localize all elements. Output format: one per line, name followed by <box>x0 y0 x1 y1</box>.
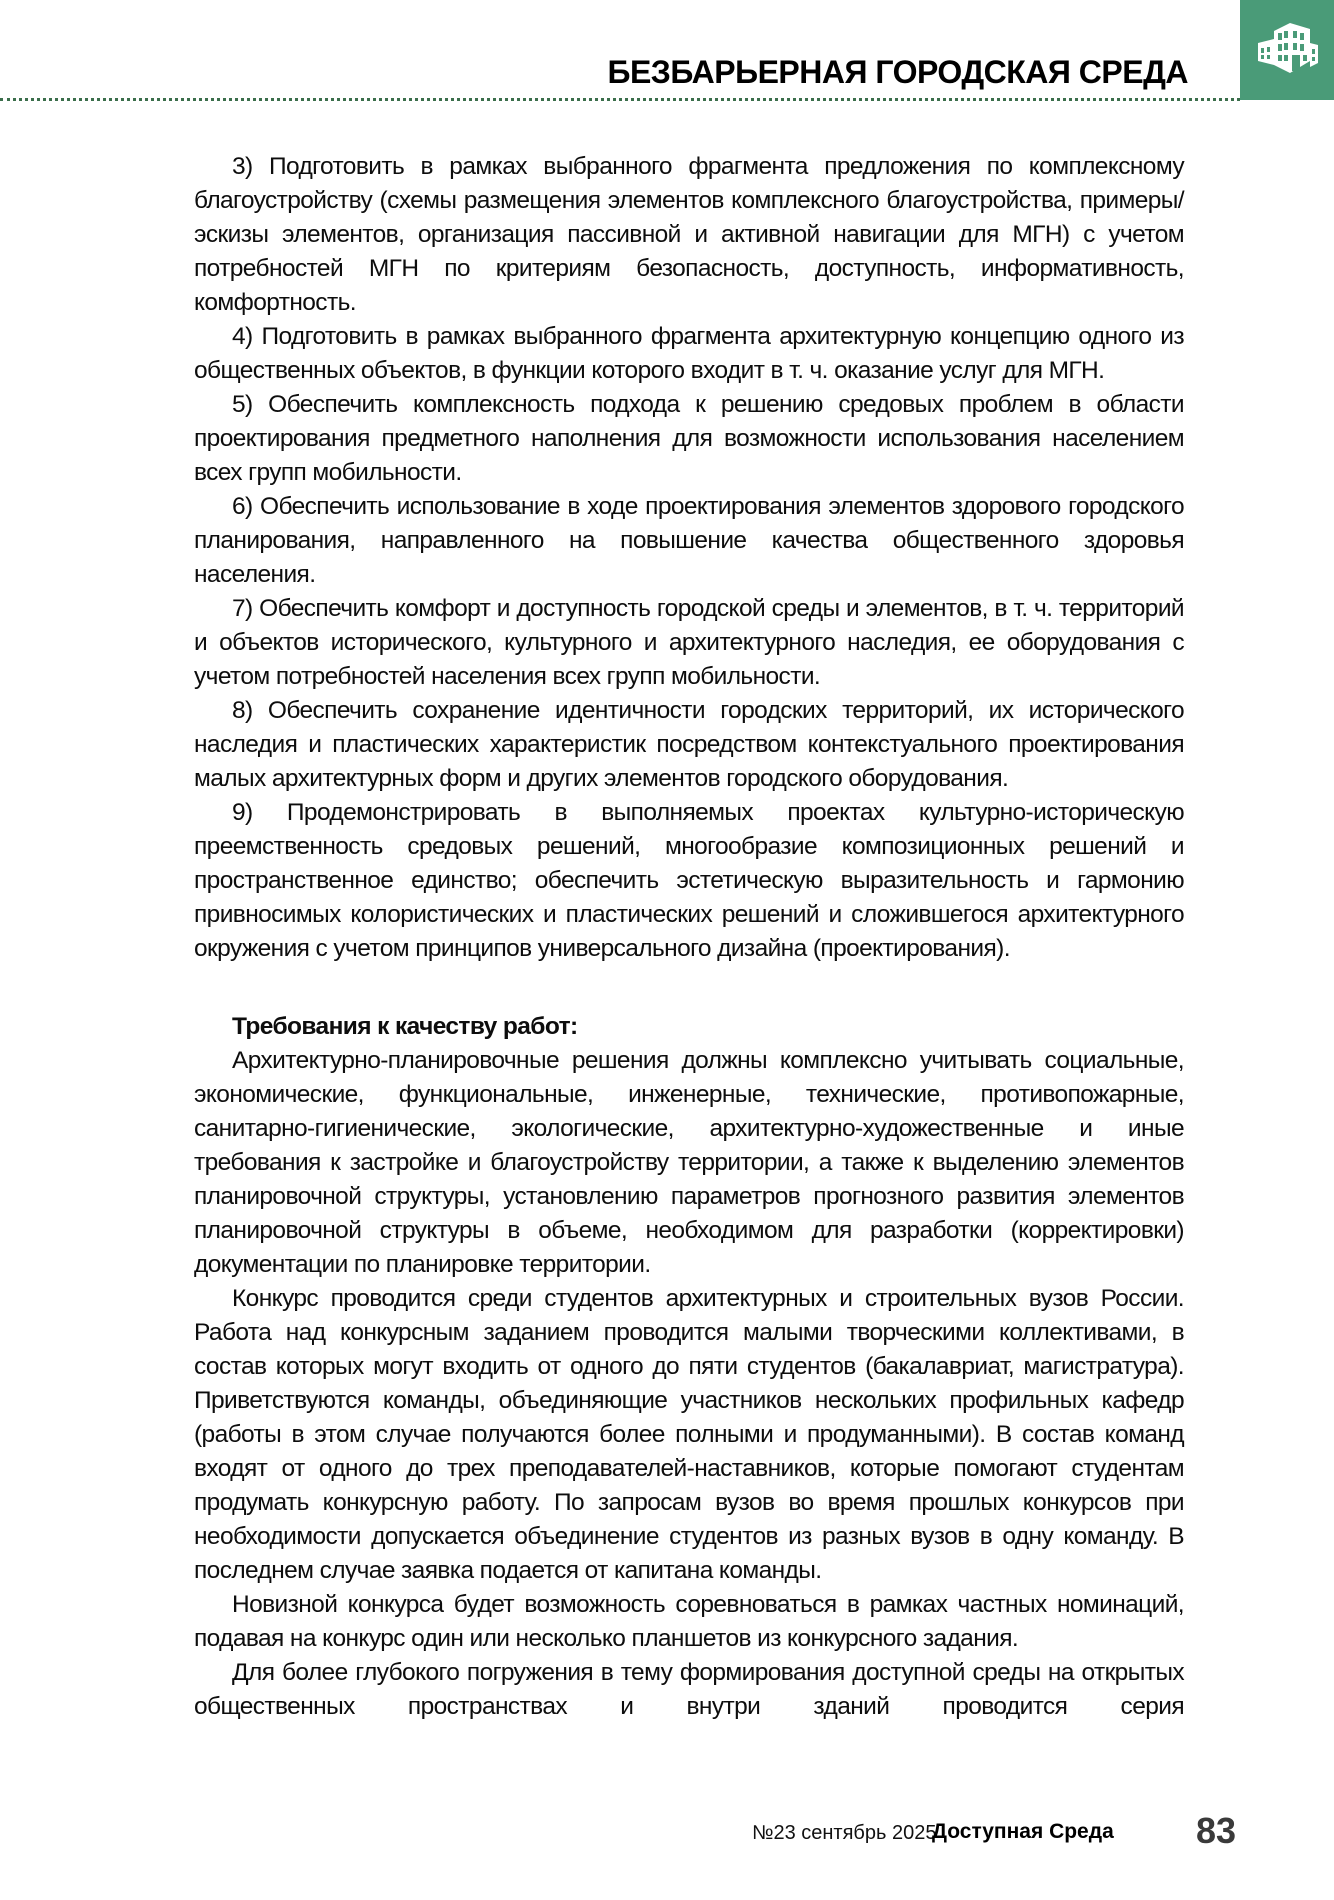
magazine-name: Доступная Среда <box>932 1820 1114 1843</box>
list-item: 5) Обеспечить комплексность подхода к решению средовых проблем в области проектирования предметного наполнения для возможности использования населением всех групп мобильности. <box>194 391 1184 486</box>
section-logo <box>1240 0 1334 100</box>
section-heading: Требования к качеству работ: <box>232 1013 578 1040</box>
list-item: 9) Продемонстрировать в выполняемых проектах культурно-историческую преемственность средовых решений, многообразие композиционных решений и пространственное единство; обеспечить эстетическую выразительность и гармонию привносимых колористических и пластических решений и сложившегося архитектурного окружения с учетом принципов универсального дизайна (проектирования). <box>194 799 1184 962</box>
issue-info: №23 сентябрь 2025 <box>752 1822 937 1844</box>
paragraph: Архитектурно-планировочные решения должны комплексно учитывать социальные, экономические, функциональные, инженерные, технические, противопожарные, санитарно-гигиенические, экологические, архитектурно-художественные и иные требования к застройке и благоустройству территории, а также к выделению элементов планировочной структуры, установлению параметров прогнозного развития элементов планировочной структуры в объеме, необходимом для разработки (корректировки) документации по планировке территории. <box>194 1047 1184 1278</box>
list-item: 8) Обеспечить сохранение идентичности городских территорий, их исторического наследия и пластических характеристик посредством контекстуального проектирования малых архитектурных форм и других элементов городского оборудования. <box>194 697 1184 792</box>
section-title: БЕЗБАРЬЕРНАЯ ГОРОДСКАЯ СРЕДА <box>607 54 1188 90</box>
list-item: 6) Обеспечить использование в ходе проектирования элементов здорового городского планирования, направленного на повышение качества общественного здоровья населения. <box>194 493 1184 588</box>
paragraph: Для более глубокого погружения в тему формирования доступной среды на открытых общественных пространствах и внутри зданий проводится серия <box>194 1659 1184 1720</box>
page-number: 83 <box>1196 1810 1237 1851</box>
list-item: 4) Подготовить в рамках выбранного фрагмента архитектурную концепцию одного из общественных объектов, в функции которого входит в т. ч. оказание услуг для МГН. <box>194 323 1184 384</box>
list-item: 7) Обеспечить комфорт и доступность городской среды и элементов, в т. ч. территорий и объектов исторического, культурного и архитектурного наследия, ее оборудования с учетом потребностей населения всех групп мобильности. <box>194 595 1184 690</box>
paragraph: Конкурс проводится среди студентов архитектурных и строительных вузов России. Работа над конкурсным заданием проводится малыми творческими коллективами, в состав которых могут входить от одного до пяти студентов (бакалавриат, магистратура). Приветствуются команды, объединяющие участников нескольких профильных кафедр (работы в этом случае получаются более полными и продуманными). В состав команд входят от одного до трех преподавателей-наставников, которые помогают студентам продумать конкурсную работу. По запросам вузов во время прошлых конкурсов при необходимости допускается объединение студентов из разных вузов в одну команду. В последнем случае заявка подается от капитана команды. <box>194 1285 1184 1584</box>
list-item: 3) Подготовить в рамках выбранного фрагмента предложения по комплексному благоустройству (схемы размещения элементов комплексного благоустройства, примеры/эскизы элементов, организация пассивной и активной навигации для МГН) с учетом потребностей МГН по критериям безопасность, доступность, информативность, комфортность. <box>194 153 1184 316</box>
paragraph: Новизной конкурса будет возможность соревноваться в рамках частных номинаций, подавая на конкурс один или несколько планшетов из конкурсного задания. <box>194 1591 1184 1652</box>
header-divider <box>0 98 1240 101</box>
building-icon <box>1254 21 1320 79</box>
article-body <box>194 150 1184 1724</box>
